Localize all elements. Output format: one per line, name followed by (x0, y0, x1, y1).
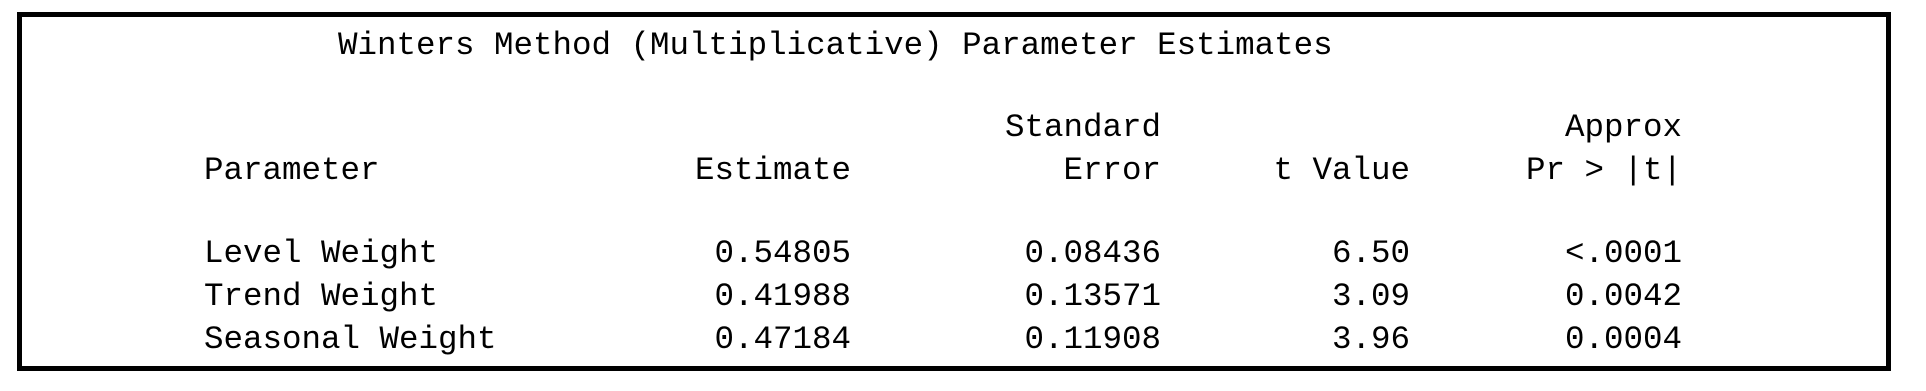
row-estimate: 0.54805 (714, 235, 851, 272)
output-table-frame (17, 12, 1891, 371)
header-t-value: t Value (1273, 152, 1410, 189)
header-std-error-line2: Error (1063, 152, 1161, 189)
row-pr: 0.0042 (1564, 278, 1682, 315)
header-pr-line1: Approx (1564, 109, 1682, 146)
row-t-value: 3.09 (1331, 278, 1410, 315)
row-estimate: 0.47184 (714, 321, 851, 358)
header-pr-line2: Pr > |t| (1525, 152, 1682, 189)
row-parameter: Level Weight (204, 235, 439, 272)
row-pr: <.0001 (1564, 235, 1682, 272)
row-parameter: Trend Weight (204, 278, 439, 315)
row-std-error: 0.13571 (1024, 278, 1161, 315)
row-parameter: Seasonal Weight (204, 321, 497, 358)
header-parameter: Parameter (204, 152, 380, 189)
table-title: Winters Method (Multiplicative) Parameter Estimates (338, 27, 1333, 64)
header-std-error-line1: Standard (1004, 109, 1161, 146)
row-t-value: 3.96 (1331, 321, 1410, 358)
row-t-value: 6.50 (1331, 235, 1410, 272)
row-std-error: 0.11908 (1024, 321, 1161, 358)
header-estimate: Estimate (694, 152, 851, 189)
row-pr: 0.0004 (1564, 321, 1682, 358)
row-std-error: 0.08436 (1024, 235, 1161, 272)
row-estimate: 0.41988 (714, 278, 851, 315)
